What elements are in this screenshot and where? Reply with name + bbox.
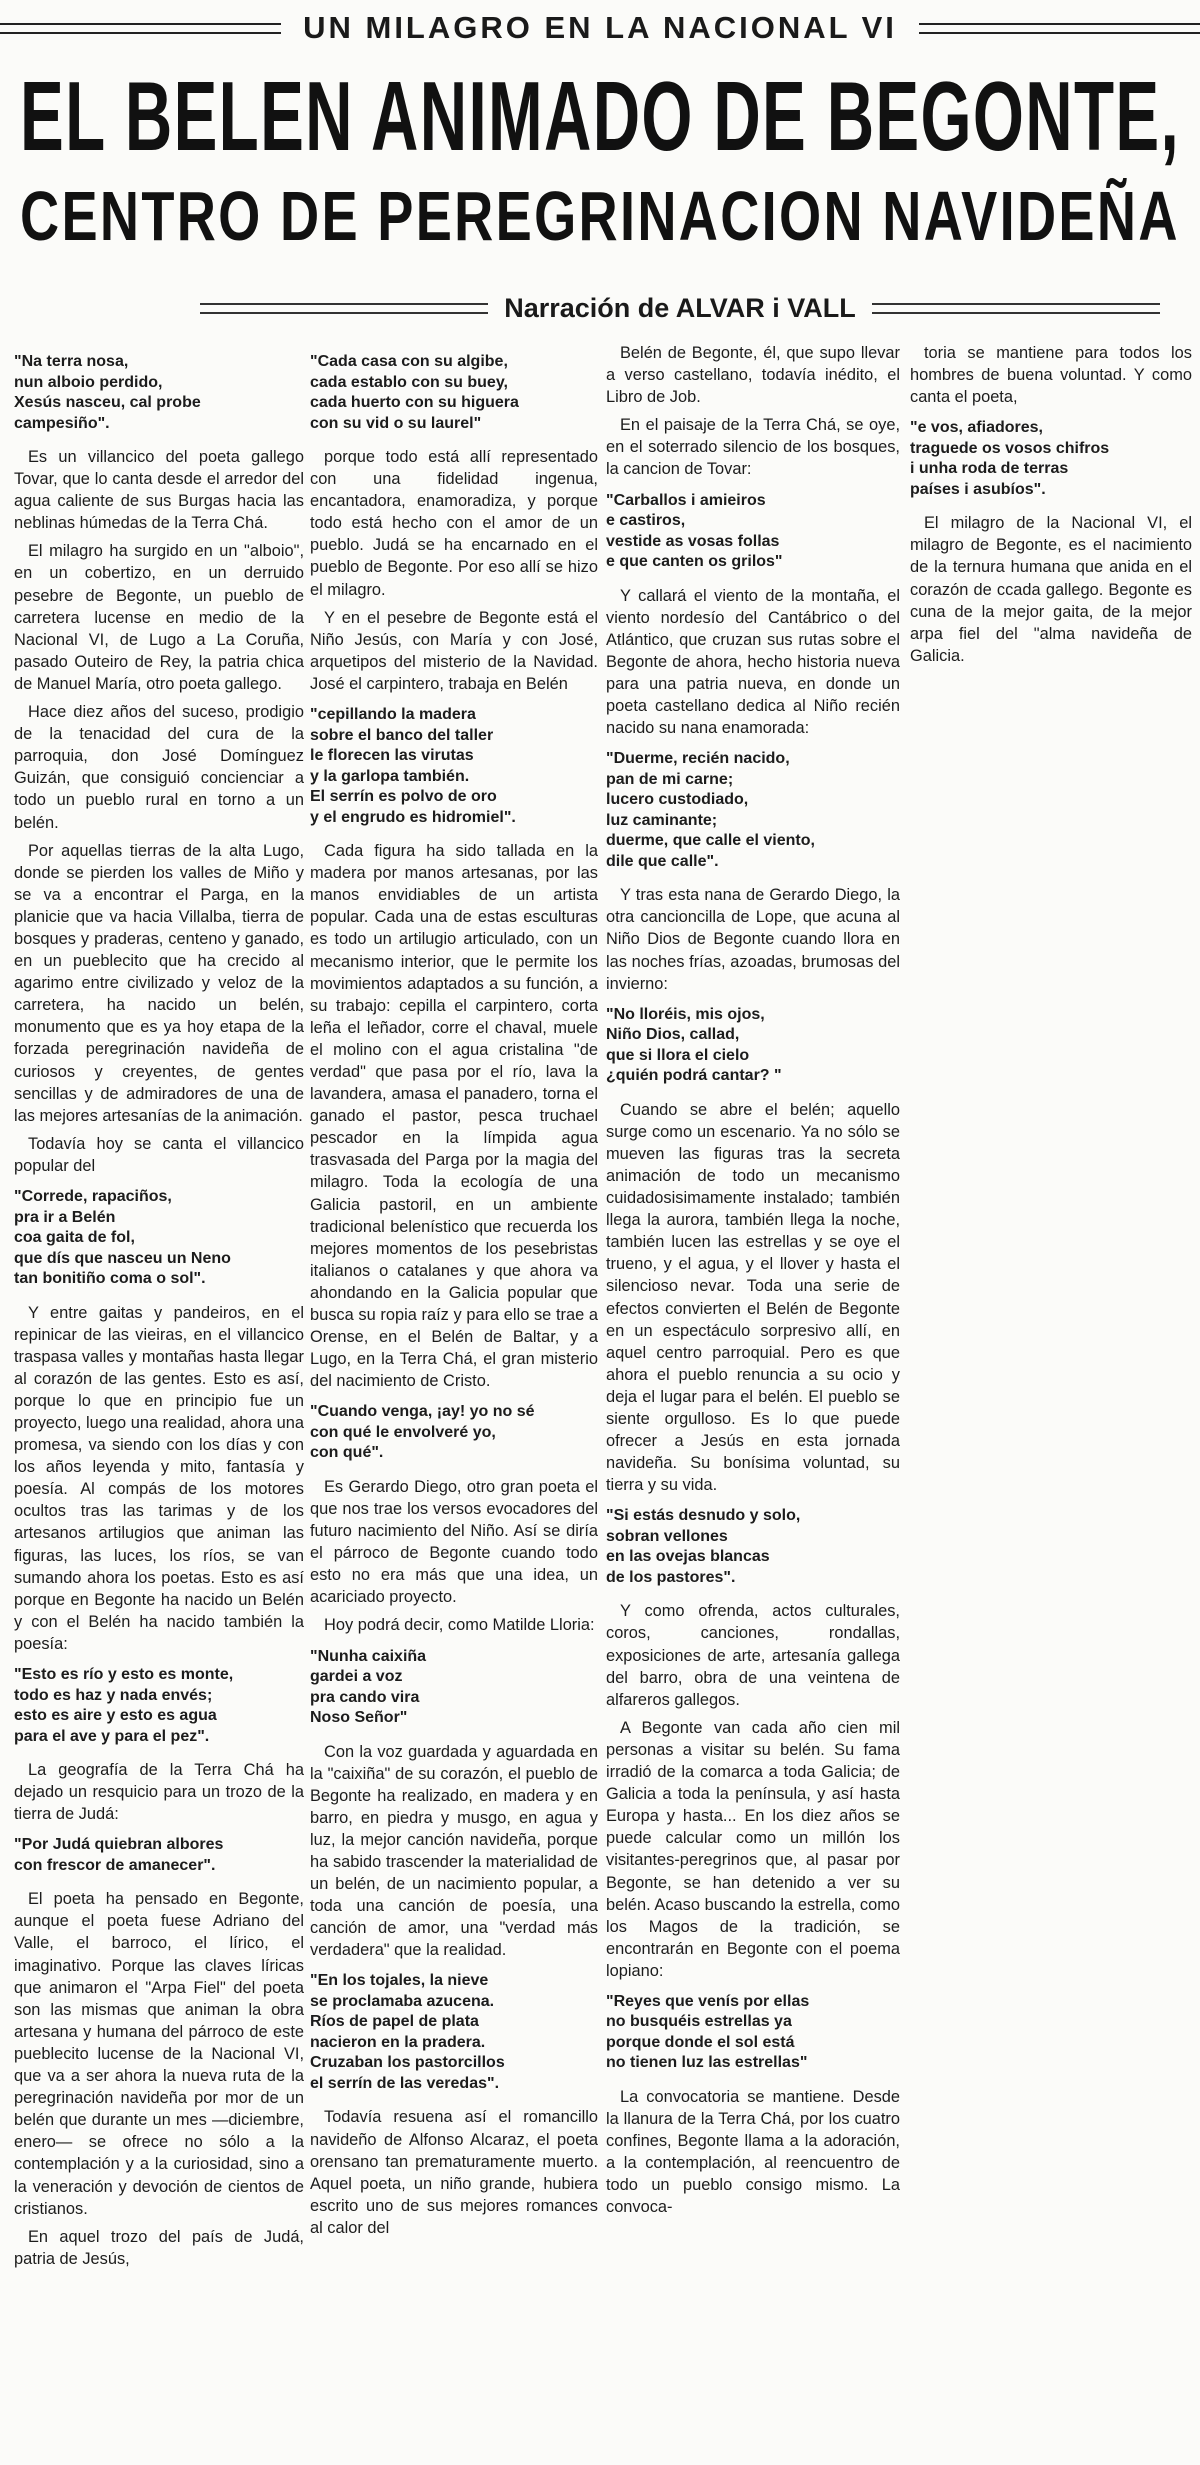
double-rule-right — [872, 303, 1160, 314]
double-rule-right — [919, 23, 1200, 34]
article-paragraph: La convocatoria se mantiene. Desde la llanura de la Terra Chá, por los cuatro confines, Begonte llama a la adoración, a la contemplación, al reencuentro de todo un pueblo consigo mismo. La convoca- — [606, 2087, 900, 2217]
kicker-bar — [0, 6, 1200, 50]
headline-line-2: CENTRO DE PEREGRINACION NAVIDEÑA — [20, 177, 1180, 255]
article-paragraph: Todavía resuena así el romancillo navideño de Alfonso Alcaraz, el poeta orensano tan prematuramente muerto. Aquel poeta, un niño grande, hubiera escrito uno de sus mejores romances al calor del — [310, 2108, 598, 2237]
article-paragraph: Hoy podrá decir, como Matilde Lloria: — [324, 1616, 595, 1635]
article-paragraph: Con la voz guardada y aguardada en la "caixiña" de su corazón, el pueblo de Begonte ha realizado, en madera y en barro, en piedra y musgo, en agua y luz, la mejor canción navideña, porque ha sabido trascender la materialidad de un belén, de un nacimiento popular, a toda una canción de poesía, una canción de amor, una "verdad más verdadera" que la realidad. — [310, 1742, 598, 1960]
article-paragraph: En aquel trozo del país de Judá, patria de Jesús, — [14, 2227, 304, 2268]
article-column-4 — [910, 342, 1192, 672]
article-paragraph: Y tras esta nana de Gerardo Diego, la otra cancioncilla de Lope, que acuna al Niño Dios de Begonte cuando llora en las noches frías, azoadas, brumosas del invierno: — [606, 886, 900, 993]
byline: Narración de ALVAR i VALL — [504, 292, 856, 323]
poem-verse: "Correde, rapaciños, pra ir a Belén coa gaita de fol, que dís que nasceu un Neno tan bonitiño coma o sol". — [14, 1188, 231, 1287]
headline-line-1: EL BELEN ANIMADO DE BEGONTE, — [20, 61, 1181, 171]
article-paragraph: El poeta ha pensado en Begonte, aunque el poeta fuese Adriano del Valle, el barroco, el lírico, el imaginativo. Porque las claves líricas que animaron el "Arpa Fiel" del poeta son las mismas que animan la obra artesana y humana del párroco de este pueblecito lucense de la Nacional VI, que va a ser ahora la nueva ruta de la peregrinación navideña por mor de un belén que durante un mes —diciembre, enero— se ofrece no sólo a la contemplación y a la curiosidad, sino a la veneración y devoción de cientos de cristianos. — [14, 1890, 304, 2218]
article-paragraph: Y callará el viento de la montaña, el viento nordesío del Cantábrico o del Atlántico, que cruzan sus rutas sobre el Begonte de ahora, hecho historia nueva para una patria nueva, en donde un poeta castellano dedica al Niño recién nacido su nana enamorada: — [606, 586, 900, 738]
article-paragraph: Belén de Begonte, él, que supo llevar a verso castellano, todavía inédito, el Libro de Job. — [606, 344, 900, 407]
byline-bar — [0, 288, 1200, 328]
article-paragraph: Es un villancico del poeta gallego Tovar, que lo canta desde el arredor del agua caliente de sus Burgas hacia las neblinas húmedas de la Terra Chá. — [14, 448, 304, 533]
double-rule-left — [0, 23, 281, 34]
kicker: UN MILAGRO EN LA NACIONAL VI — [303, 10, 897, 45]
poem-verse: "Si estás desnudo y solo, sobran vellones en las ovejas blancas de los pastores". — [606, 1507, 801, 1586]
poem-verse: "En los tojales, la nieve se proclamaba azucena. Ríos de papel de plata nacieron en la pradera. Cruzaban los pastorcillos el serrín de las veredas". — [310, 1972, 505, 2092]
article-paragraph: En el paisaje de la Terra Chá, se oye, en el soterrado silencio de los bosques, la cancion de Tovar: — [606, 416, 900, 479]
poem-verse: "Carballos i amieiros e castiros, vestide as vosas follas e que canten os grilos" — [606, 491, 783, 571]
article-paragraph: Y como ofrenda, actos culturales, coros, canciones, rondallas, exposiciones de arte, artesanía gallega del barro, obra de una veintena de alfareros gallegos. — [606, 1602, 900, 1709]
article-paragraph: toria se mantiene para todos los hombres de buena voluntad. Y como canta el poeta, — [910, 344, 1192, 407]
poem-verse: "e vos, afiadores, traguede os vosos chifros i unha roda de terras países i asubíos". — [910, 419, 1110, 498]
article-paragraph: Es Gerardo Diego, otro gran poeta el que nos trae los versos evocadores del futuro nacimiento del Niño. Así se diría el párroco de Begonte cuando todo esto no era más que una idea, un acariciado proyecto. — [310, 1477, 598, 1607]
article-paragraph: porque todo está allí representado con una fidelidad ingenua, encantadora, enamoradiza, y porque todo está hecho con el amor de un pueblo. Judá se ha encarnado en el pueblo de Begonte. Por eso allí se hizo el milagro. — [310, 448, 598, 599]
poem-verse: "cepillando la madera sobre el banco del taller le florecen las virutas y la garlopa también. El serrín es polvo de oro y el engrudo es hidromiel". — [310, 706, 516, 826]
article-paragraph: Todavía hoy se canta el villancico popular del — [14, 1134, 304, 1175]
poem-verse: "Cada casa con su algibe, cada establo con su buey, cada huerto con su higuera con su vid o su laurel" — [310, 353, 519, 432]
poem-verse: "No lloréis, mis ojos, Niño Dios, callad, que si llora el cielo ¿quién podrá cantar? " — [606, 1005, 782, 1085]
double-rule-left — [200, 303, 488, 314]
article-paragraph: A Begonte van cada año cien mil personas a visitar su belén. Su fama irradió de la comarca a toda Galicia; de Galicia a toda la península, y así hasta Europa y hasta... En los diez años se puede calcular como un millón los visitantes-peregrinos que, al pasar por Begonte, se han detenido a ver su belén. Acaso buscando la estrella, como los Magos de la tradición, se encontrarán en Begonte con el poema lopiano: — [606, 1718, 900, 1980]
article-paragraph: El milagro de la Nacional VI, el milagro de Begonte, es el nacimiento de la ternura humana que anida en el corazón de ccada gallego. Begonte es cuna de la mejor gaita, de la mejor arpa fiel del "alma navideña de Galicia. — [910, 514, 1192, 665]
poem-verse: "Duerme, recién nacido, pan de mi carne; lucero custodiado, luz caminante; duerme, que calle el viento, dile que calle". — [606, 750, 815, 870]
poem-verse: "Nunha caixiña gardei a voz pra cando vira Noso Señor" — [310, 1647, 427, 1727]
article-paragraph: Hace diez años del suceso, prodigio de la tenacidad del cura de la parroquia, don José Domínguez Guizán, que consiguió concienciar a todo un pueblo rural en torno a un belén. — [14, 703, 304, 832]
article-column-3 — [606, 342, 900, 2457]
article-paragraph: La geografía de la Terra Chá ha dejado un resquicio para un trozo de la tierra de Judá: — [14, 1761, 304, 1824]
poem-verse: "Cuando venga, ¡ay! yo no sé con qué le envolveré yo, con qué". — [310, 1403, 535, 1462]
article-paragraph: Cada figura ha sido tallada en la madera por manos artesanas, por las manos envidiables de un artista popular. Cada una de estas esculturas es todo un artilugio articulado, con un mecanismo interior, que le permite los movimientos adaptados a su función, a su trabajo: cepilla el carpintero, corta leña el leñador, corre el chaval, muele el molino con el agua cristalina "de verdad" que pasa por el río, lava la lavandera, amasa el panadero, torna el ganado el pastor, pesca truchael pescador en la límpida agua trasvasada del Parga por la magia del milagro. Toda la ecología de una Galicia pastoril, en un ambiente tradicional belenístico que recuerda los mejores momentos de los pesebristas italianos o catalanes y que ahora va ahondando en la Galicia popular que busca su ropia raíz y para ello se trae a Orense, en el Belén de Baltar, y a Lugo, en la Terra Chá, el gran misterio del nacimiento de Cristo. — [310, 842, 598, 1391]
article-paragraph: Y entre gaitas y pandeiros, en el repinicar de las vieiras, en el villancico traspasa valles y montañas hasta llegar al corazón de las gentes. Esto es así, porque lo que en principio fue un proyecto, luego una realidad, ahora una promesa, va siendo con los días y con los años leyenda y mito, fantasía y poesía. Al compás de los motores ocultos tras las tarimas y de los artesanos artilugios que animan las figuras, las luces, los ríos, se van sumando ahora los poetas. Esto es así porque en Begonte ha nacido un Belén y con el Belén ha nacido también la poesía: — [14, 1303, 304, 1653]
article-column-1 — [14, 342, 304, 2457]
article-paragraph: El milagro ha surgido en un "alboio", en un cobertizo, en un derruido pesebre de Begonte, un pueblo de carretera lucense en medio de la Nacional VI, de Lugo a La Coruña, pasado Outeiro de Rey, la patria chica de Manuel María, otro poeta gallego. — [14, 542, 304, 693]
poem-verse: "Por Judá quiebran albores con frescor de amanecer". — [14, 1836, 224, 1874]
poem-verse: "Esto es río y esto es monte, todo es haz y nada envés; esto es aire y esto es agua para el ave y para el pez". — [14, 1666, 234, 1745]
article-paragraph: Y en el pesebre de Begonte está el Niño Jesús, con María y con José, arquetipos del misterio de la Navidad. José el carpintero, trabaja en Belén — [310, 608, 598, 693]
poem-verse: "Reyes que venís por ellas no busquéis estrellas ya porque donde el sol está no tienen luz las estrellas" — [606, 1992, 810, 2072]
article-paragraph: Cuando se abre el belén; aquello surge como un escenario. Ya no sólo se mueven las figuras tras la secreta animación de todo un mecanismo cuidadosisimamente instalado; también llega la aurora, también llega la noche, también lucen las estrellas y se oye el trueno, y el agua, y el llover y hasta el silencioso nevar. Toda una serie de efectos convierten el Belén de Begonte en un espectáculo sorpresivo allí, en aquel centro parroquial. Pero es que ahora el pueblo renuncia a su ocio y deja el lugar para el belén. El pueblo se siente orgulloso. Es lo que puede ofrecer a Jesús en esta jornada navideña. Su bonísima voluntad, su tierra y su vida. — [606, 1100, 900, 1495]
article-column-2 — [310, 342, 598, 2457]
poem-verse: "Na terra nosa, nun alboio perdido, Xesús nasceu, cal probe campesiño". — [14, 353, 201, 432]
article-paragraph: Por aquellas tierras de la alta Lugo, donde se pierden los valles de Miño y se va a encontrar el Parga, en la planicie que va hacia Villalba, tierra de bosques y praderas, centeno y ganado, en un pueblecito que ha crecido al agarimo entre civilizado y veloz de la carretera, ha nacido un belén, monumento que es ya hoy etapa de la forzada peregrinación navideña de curiosos y creyentes, de gentes sencillas y de admiradores de una de las mejores artesanías de la animación. — [14, 841, 304, 1125]
